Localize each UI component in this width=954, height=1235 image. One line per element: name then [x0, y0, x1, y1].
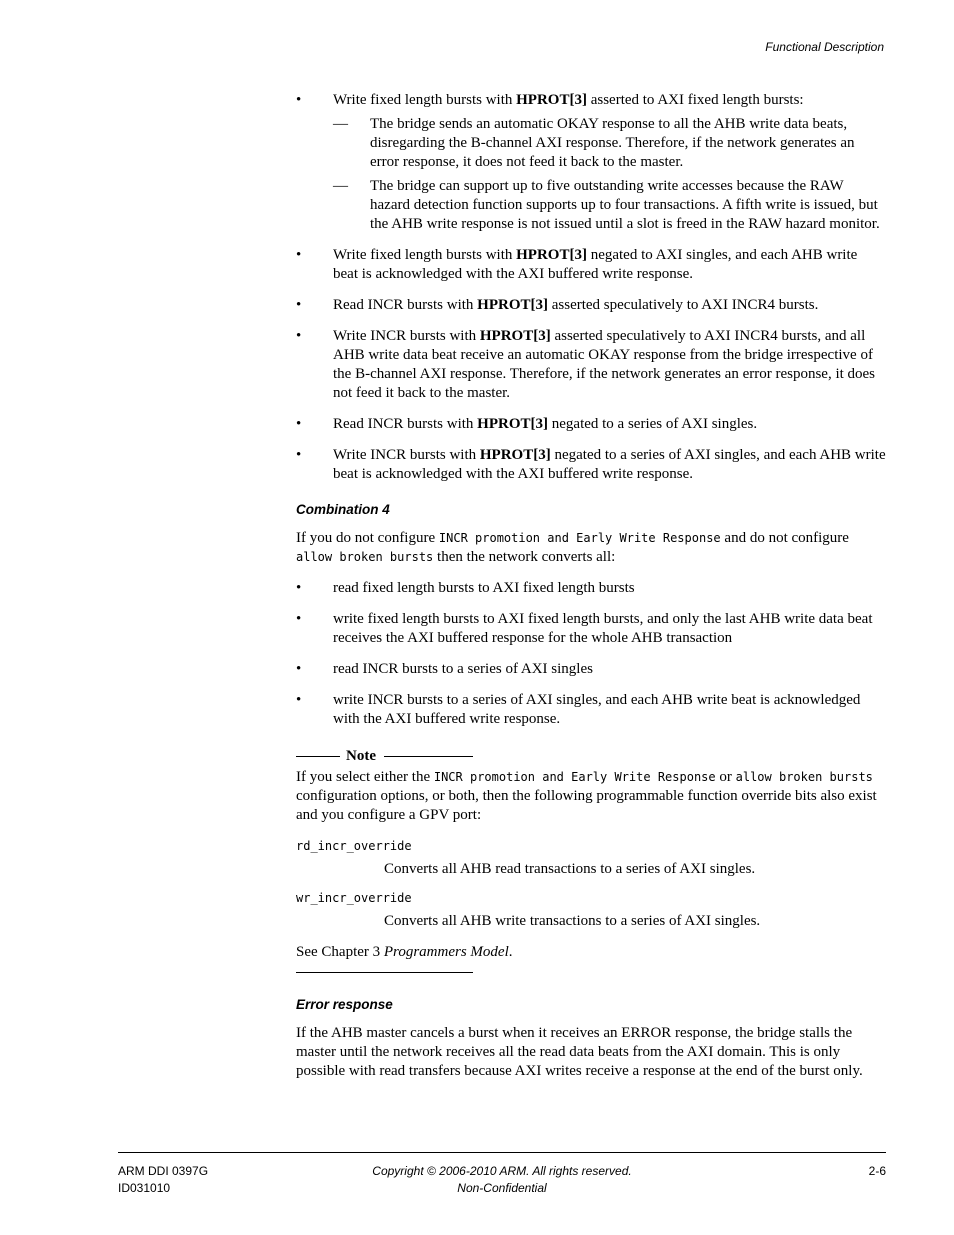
dash-item: — The bridge sends an automatic OKAY response to all the AHB write data beats, disregarding the B-channel AXI response. Therefore, if the network generates an error response, it does not feed it back to the master. — [333, 116, 855, 170]
note-heading — [296, 747, 473, 766]
definition-rd-incr-override: Converts all AHB read transactions to a series of AXI singles. — [384, 861, 756, 877]
bullet-marker: • — [296, 247, 302, 263]
list-item: • Read INCR bursts with HPROT[3] asserted speculatively to AXI INCR4 bursts. — [296, 297, 819, 313]
bullet-marker: • — [296, 447, 302, 463]
note-rule — [296, 756, 340, 757]
bullet-marker: • — [296, 328, 302, 344]
page-number: 2-6 — [868, 1164, 886, 1178]
bullet-marker: • — [296, 692, 302, 708]
term-rd-incr-override: rd_incr_override — [296, 839, 412, 853]
list-item: • read fixed length bursts to AXI fixed length bursts — [296, 580, 635, 596]
dash-list — [333, 115, 886, 234]
section-heading-combination-4: Combination 4 — [296, 502, 390, 517]
running-header: Functional Description — [765, 40, 884, 54]
dash-marker: — — [333, 178, 348, 194]
chapter-link[interactable]: Programmers Model — [383, 944, 509, 960]
bullet-list-combination-4 — [296, 579, 886, 729]
term-wr-incr-override: wr_incr_override — [296, 891, 412, 905]
page-content — [296, 91, 886, 1093]
bullet-list-a — [296, 91, 886, 484]
list-item: • Write fixed length bursts with HPROT[3] negated to AXI singles, and each AHB write beat is acknowledged with the AXI buffered write response. — [296, 247, 858, 282]
list-item: • write INCR bursts to a series of AXI singles, and each AHB write beat is acknowledged with the AXI buffered write response. — [296, 692, 861, 727]
confidentiality: Non-Confidential — [457, 1181, 547, 1195]
note-rule — [384, 756, 473, 757]
list-item: • Write INCR bursts with HPROT[3] asserted speculatively to AXI INCR4 bursts, and all AHB write data beat receive an automatic OKAY response from the bridge irrespective of the B-channel AXI response. Therefore, if the network generates an error response, it does not feed it back to the master. — [296, 328, 876, 401]
bullet-marker: • — [296, 611, 302, 627]
list-item: • Write fixed length bursts with HPROT[3] asserted to AXI fixed length bursts: — The bridge sends an automatic OKAY response to all the AHB write data beats, disregarding the B-channel AXI response. Therefore, if the network generates an error response, it does not feed it back to the master. — The bridge can support up to five outstanding write accesses because the RAW hazard detection function supports up to four transactions. A fifth write is issued, but the AHB write response is not issued until a slot is freed in the RAW hazard monitor. — [296, 91, 886, 234]
copyright: Copyright © 2006-2010 ARM. All rights reserved. — [372, 1164, 632, 1178]
list-item: • read INCR bursts to a series of AXI singles — [296, 661, 593, 677]
bullet-marker: • — [296, 661, 302, 677]
footer-center — [0, 1163, 954, 1197]
bullet-marker: • — [296, 297, 302, 313]
combination4-intro: If you do not configure INCR promotion and Early Write Response and do not configure allow broken bursts then the network converts all: — [296, 530, 849, 565]
footer-rule — [118, 1152, 886, 1153]
note-see-reference: See Chapter 3 Programmers Model. — [296, 944, 513, 960]
dash-marker: — — [333, 116, 348, 132]
note-end-rule — [296, 972, 473, 973]
bullet-marker: • — [296, 416, 302, 432]
section-heading-error-response: Error response — [296, 997, 393, 1012]
list-item: • Write INCR bursts with HPROT[3] negated to a series of AXI singles, and each AHB write beat is acknowledged with the AXI buffered write response. — [296, 447, 886, 482]
note-label: Note — [346, 748, 376, 764]
bullet-marker: • — [296, 92, 302, 108]
doc-id: ARM DDI 0397G — [118, 1164, 209, 1178]
issue-id: ID031010 — [118, 1181, 171, 1195]
dash-item: — The bridge can support up to five outstanding write accesses because the RAW hazard detection function supports up to four transactions. A fifth write is issued, but the AHB write response is not issued until a slot is freed in the RAW hazard monitor. — [333, 178, 880, 232]
definition-wr-incr-override: Converts all AHB write transactions to a series of AXI singles. — [384, 913, 761, 929]
error-response-text: If the AHB master cancels a burst when it receives an ERROR response, the bridge stalls the master until the network receives all the read data beats from the AXI domain. This is only possible with read transfers because AXI writes receive a response at the end of the burst only. — [296, 1025, 863, 1079]
note-intro: If you select either the INCR promotion and Early Write Response or allow broken bursts configuration options, or both, then the following programmable function override bits also exist and you configure a GPV port: — [296, 769, 877, 823]
list-item: • Read INCR bursts with HPROT[3] negated to a series of AXI singles. — [296, 416, 758, 432]
list-item: • write fixed length bursts to AXI fixed length bursts, and only the last AHB write data beat receives the AXI buffered response for the whole AHB transaction — [296, 611, 873, 646]
bullet-marker: • — [296, 580, 302, 596]
